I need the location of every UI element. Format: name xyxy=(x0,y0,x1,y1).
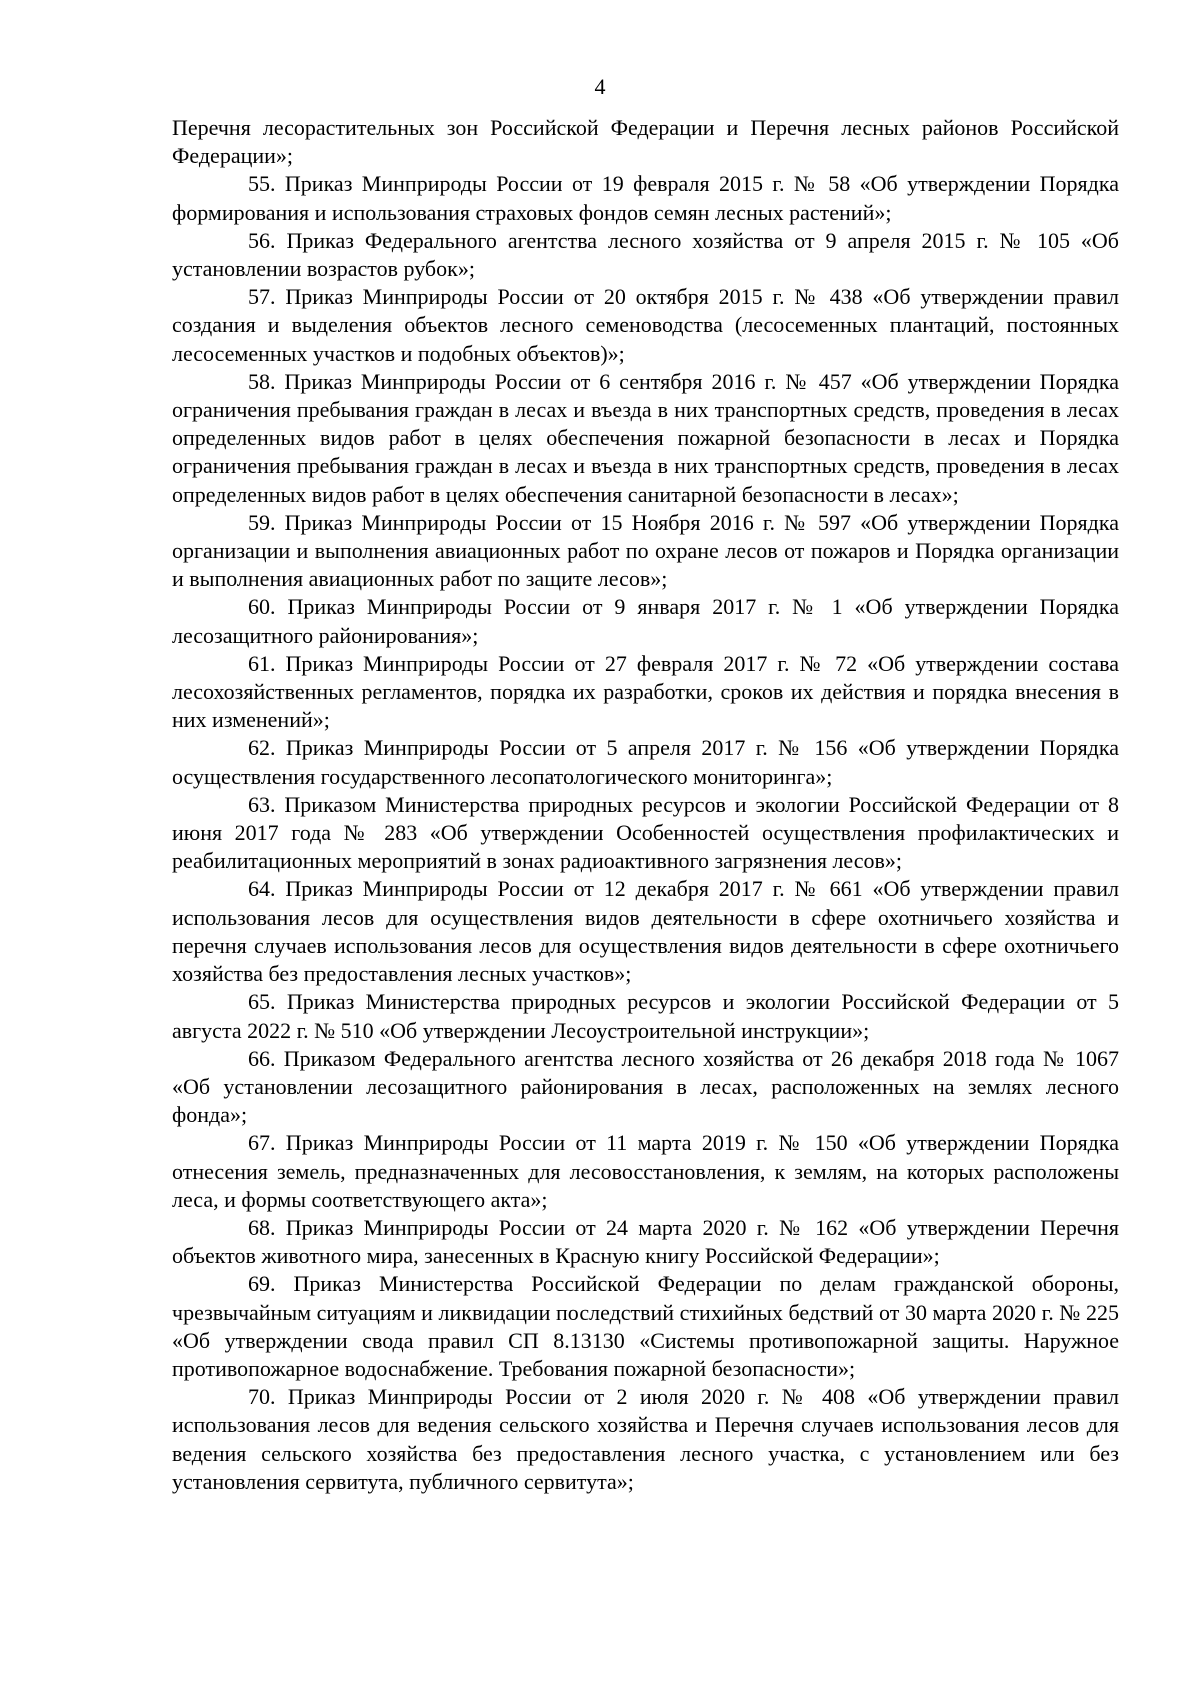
list-item: 65. Приказ Министерства природных ресурсов и экологии Российской Федерации от 5 августа 2022 г. № 510 «Об утверждении Лесоустроительной инструкции»; xyxy=(172,989,1119,1043)
list-item: 69. Приказ Министерства Российской Федерации по делам гражданской обороны, чрезвычайным ситуациям и ликвидации последствий стихийных бедствий от 30 марта 2020 г. № 225 «Об утверждении свода правил СП 8.13130 «Системы противопожарной защиты. Наружное противопожарное водоснабжение. Требования пожарной безопасности»; xyxy=(172,1271,1119,1381)
page-number: 4 xyxy=(594,74,606,99)
list-item: 70. Приказ Минприроды России от 2 июля 2020 г. № 408 «Об утверждении правил использования лесов для ведения сельского хозяйства и Перечня случаев использования лесов для ведения сельского хозяйства без предоставления лесного участка, с установлением или без установления сервитута, публичного сервитута»; xyxy=(172,1384,1119,1494)
list-item: 56. Приказ Федерального агентства лесного хозяйства от 9 апреля 2015 г. № 105 «Об установлении возрастов рубок»; xyxy=(172,227,1119,282)
list-item: 58. Приказ Минприроды России от 6 сентября 2016 г. № 457 «Об утверждении Порядка ограничения пребывания граждан в лесах и въезда в них транспортных средств, проведения в лесах определенных видов работ в целях обеспечения пожарной безопасности в лесах и Порядка ограничения пребывания граждан в лесах и въезда в них транспортных средств, проведения в лесах определенных видов работ в целях обеспечения санитарной безопасности в лесах»; xyxy=(172,368,1119,507)
list-item: 64. Приказ Минприроды России от 12 декабря 2017 г. № 661 «Об утверждении правил использования лесов для осуществления видов деятельности в сфере охотничьего хозяйства и перечня случаев использования лесов для осуществления видов деятельности в сфере охотничьего хозяйства без предоставления лесных участков»; xyxy=(172,876,1119,987)
list-item: 66. Приказом Федерального агентства лесного хозяйства от 26 декабря 2018 года № 1067 «Об установлении лесозащитного районирования в лесах, расположенных на землях лесного фонда»; xyxy=(172,1045,1119,1128)
paragraph: Перечня лесорастительных зон Российской Федерации и Перечня лесных районов Российской Федерации»; xyxy=(172,115,1119,169)
list-item: 57. Приказ Минприроды России от 20 октября 2015 г. № 438 «Об утверждении правил создания и выделения объектов лесного семеноводства (лесосеменных плантаций, постоянных лесосеменных участков и подобных объектов)»; xyxy=(172,284,1119,366)
list-item: 59. Приказ Минприроды России от 15 Ноября 2016 г. № 597 «Об утверждении Порядка организации и выполнения авиационных работ по охране лесов от пожаров и Порядка организации и выполнения авиационных работ по защите лесов»; xyxy=(172,509,1119,592)
list-item: 67. Приказ Минприроды России от 11 марта 2019 г. № 150 «Об утверждении Порядка отнесения земель, предназначенных для лесовосстановления, к землям, на которых расположены леса, и формы соответствующего акта»; xyxy=(172,1130,1119,1212)
list-item: 55. Приказ Минприроды России от 19 февраля 2015 г. № 58 «Об утверждении Порядка формирования и использования страховых фондов семян лесных растений»; xyxy=(172,171,1119,225)
document-body xyxy=(172,114,1119,1496)
list-item: 62. Приказ Минприроды России от 5 апреля 2017 г. № 156 «Об утверждении Порядка осуществления государственного лесопатологического мониторинга»; xyxy=(172,735,1119,789)
list-item: 63. Приказом Министерства природных ресурсов и экологии Российской Федерации от 8 июня 2017 года № 283 «Об утверждении Особенностей осуществления профилактических и реабилитационных мероприятий в зонах радиоактивного загрязнения лесов»; xyxy=(172,791,1119,874)
list-item: 68. Приказ Минприроды России от 24 марта 2020 г. № 162 «Об утверждении Перечня объектов животного мира, занесенных в Красную книгу Российской Федерации»; xyxy=(172,1214,1119,1269)
list-item: 61. Приказ Минприроды России от 27 февраля 2017 г. № 72 «Об утверждении состава лесохозяйственных регламентов, порядка их разработки, сроков их действия и порядка внесения в них изменений»; xyxy=(172,650,1119,733)
list-item: 60. Приказ Минприроды России от 9 января 2017 г. № 1 «Об утверждении Порядка лесозащитного районирования»; xyxy=(172,594,1119,648)
